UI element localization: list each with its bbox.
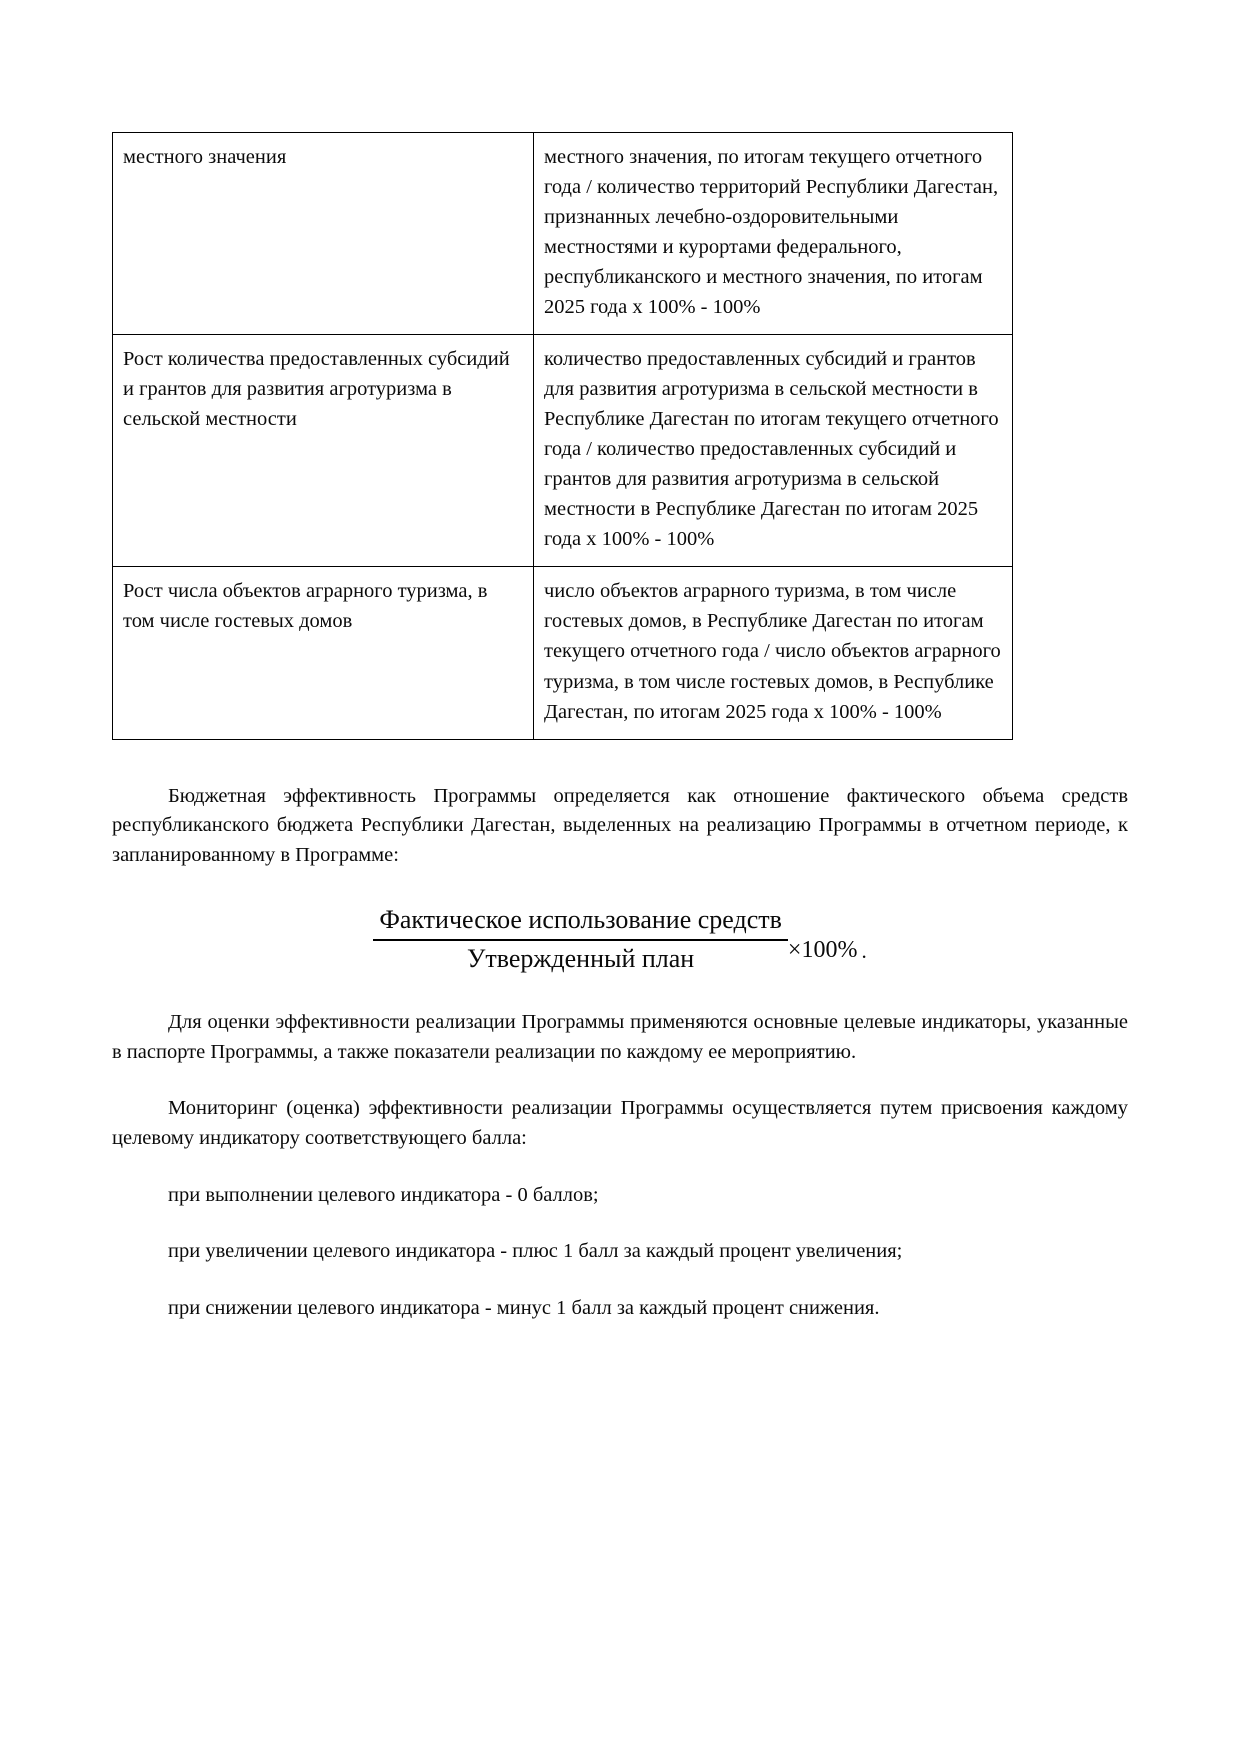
table-cell-indicator [113,133,534,335]
spacer [112,871,1128,905]
table-row [113,133,1013,335]
indicator-text: Рост количества предоставленных субсидий и грантов для развития агротуризма в сельской местности [123,348,510,431]
score-rule-increase: при увеличении целевого индикатора - плюс 1 балл за каждый процент увеличения; [168,1240,903,1263]
spacer [112,1267,1128,1294]
spacer [112,1154,1128,1181]
table-cell-formula [534,567,1013,739]
score-rule-performed: при выполнении целевого индикатора - 0 баллов; [168,1183,599,1206]
paragraph-evaluation-indicators: Для оценки эффективности реализации Программы применяются основные целевые индикаторы, указанные в паспорте Программы, а также показатели реализации по каждому ее мероприятию. [112,1011,1128,1064]
indicator-text: местного значения [123,146,287,168]
spacer [112,1068,1128,1094]
paragraph-budget-efficiency: Бюджетная эффективность Программы определяется как отношение фактического объема средств республиканского бюджета Республики Дагестан, выделенных на реализацию Программы в отчетном периоде, к запланированному в Программе: [112,784,1128,867]
formula-denominator: Утвержденный план [466,943,695,973]
page-content [112,132,1128,1324]
spacer [112,974,1128,1008]
formula-fraction [373,905,788,974]
formula-period: . [861,939,867,964]
paragraph-monitoring: Мониторинг (оценка) эффективности реализации Программы осуществляется путем присвоения каждому целевому индикатору соответствующего балла: [112,1096,1128,1149]
table-cell-indicator [113,335,534,567]
table-row [113,335,1013,567]
spacer [112,1210,1128,1237]
formula-text: количество предоставленных субсидий и грантов для развития агротуризма в сельской местности в Республике Дагестан по итогам текущего отчетного года / количество предоставленных субсидий и грантов для развития агротуризма в сельской местности в Республике Дагестан по итогам 2025 года х 100% - 100% [544,348,999,551]
formula-multiplier: ×100% [787,937,858,964]
formula-text: число объектов аграрного туризма, в том числе гостевых домов, в Республике Дагестан по итогам текущего отчетного года / число объектов аграрного туризма, в том числе гостевых домов, в Республике Дагестан, по итогам 2025 года х 100% - 100% [544,580,1001,723]
indicators-table [112,132,1013,740]
spacer [112,740,1128,782]
table-cell-formula [534,133,1013,335]
indicator-text: Рост числа объектов аграрного туризма, в том числе гостевых домов [123,580,488,633]
formula-text: местного значения, по итогам текущего отчетного года / количество территорий Республики Дагестан, признанных лечебно-оздоровительными местностями и курортами федерального, республиканского и местного значения, по итогам 2025 года х 100% - 100% [544,146,999,319]
efficiency-formula [112,905,1128,974]
indicators-table-body [113,133,1013,740]
table-row [113,567,1013,739]
table-cell-indicator [113,567,534,739]
table-cell-formula [534,335,1013,567]
formula-numerator: Фактическое использование средств [379,905,782,934]
score-rule-decrease: при снижении целевого индикатора - минус 1 балл за каждый процент снижения. [168,1297,880,1320]
